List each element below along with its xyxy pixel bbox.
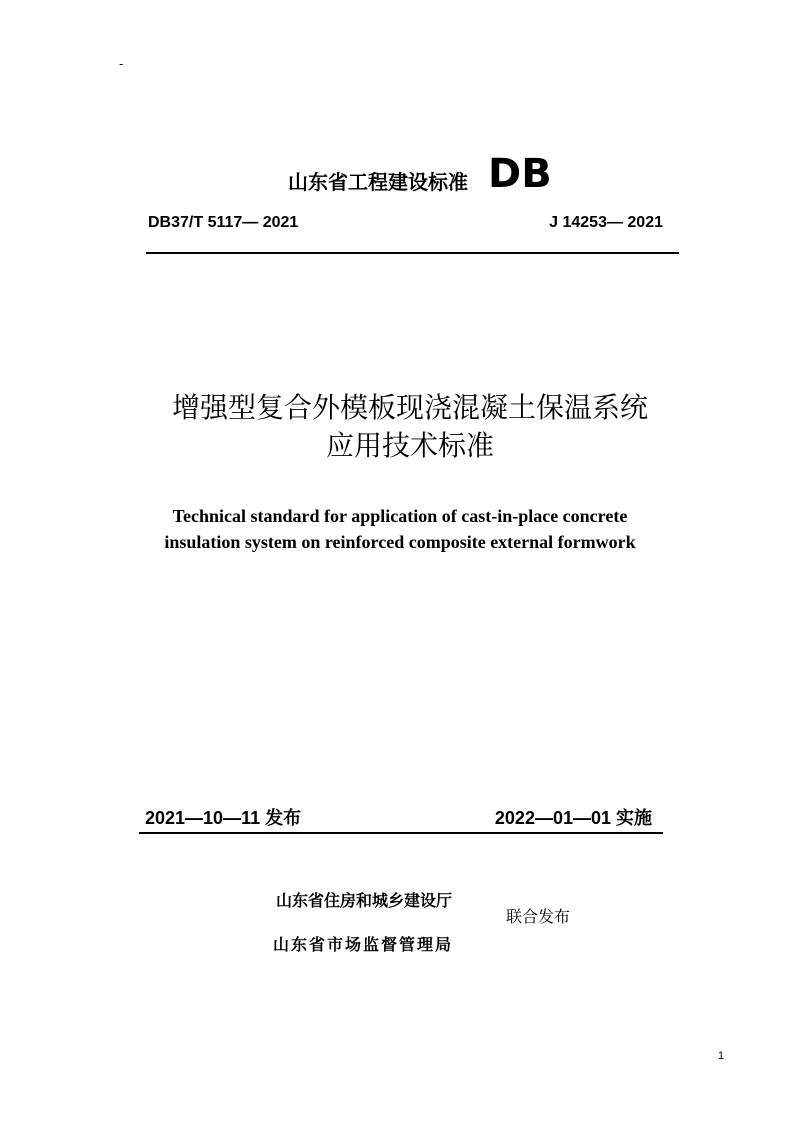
issue-date: 2021—10—11 发布 (145, 808, 302, 828)
joint-issue-label: 联合发布 (506, 907, 571, 926)
top-divider (146, 252, 679, 254)
effective-date: 2022—01—01 实施 (494, 808, 652, 828)
title-en-line-2: insulation system on reinforced composite external formwork (164, 532, 636, 552)
page-number: 1 (718, 1050, 725, 1062)
standard-header (280, 152, 580, 202)
title-cn-line-1: 增强型复合外模板现浇混凝土保温系统 (171, 391, 648, 424)
bottom-divider (139, 832, 663, 834)
corner-mark: - (119, 57, 124, 71)
issuer-market-regulation: 山东省市场监督管理局 (273, 935, 454, 954)
title-cn-line-2: 应用技术标准 (325, 429, 494, 462)
issuer-housing-department: 山东省住房和城乡建设厅 (276, 891, 453, 910)
title-en-line-1: Technical standard for application of cast-in-place concrete (172, 506, 628, 526)
standard-series-label: 山东省工程建设标准 (288, 170, 468, 194)
db-mark: DB (488, 151, 552, 197)
record-number: J 14253— 2021 (549, 214, 663, 231)
standard-number: DB37/T 5117— 2021 (148, 214, 299, 231)
